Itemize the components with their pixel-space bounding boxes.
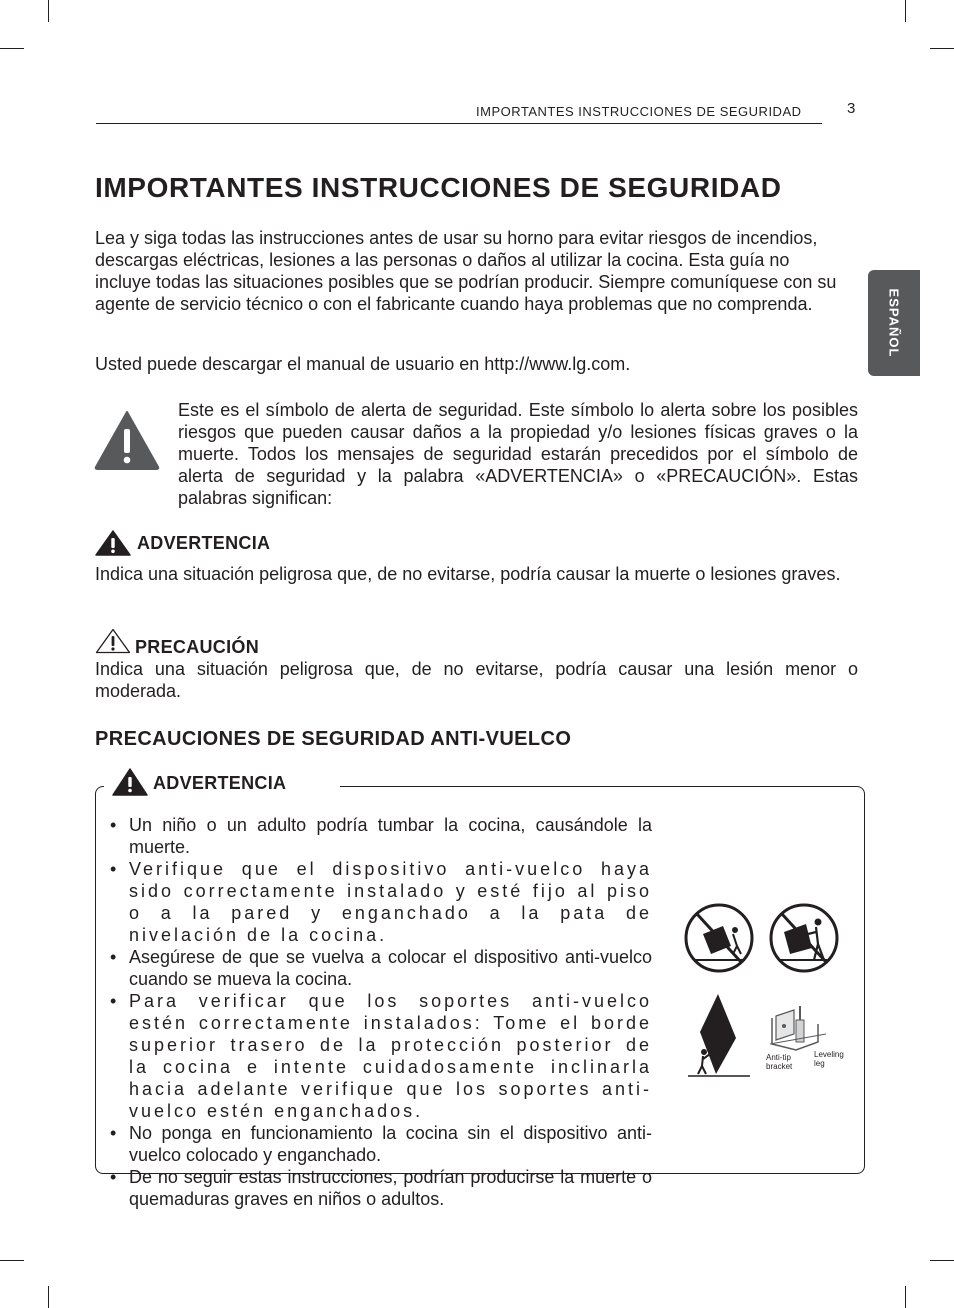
list-item: • Un niño o un adulto podría tumbar la cocina, causándole la muerte.: [104, 814, 652, 858]
no-adult-tipping-icon: [768, 902, 840, 974]
list-item: • Asegúrese de que se vuelva a colocar el dispositivo anti-vuelco cuando se mueva la cocina.: [104, 946, 652, 990]
crop-mark: [930, 1260, 954, 1261]
anti-tip-bullet-list: [104, 814, 652, 1210]
crop-mark: [0, 48, 24, 49]
crop-mark: [0, 1260, 24, 1261]
anti-tip-heading: PRECAUCIONES DE SEGURIDAD ANTI-VUELCO: [95, 728, 572, 750]
crop-mark: [48, 0, 49, 22]
leveling-leg-label: Leveling leg: [814, 1050, 844, 1068]
download-paragraph: Usted puede descargar el manual de usuario en http://www.lg.com.: [95, 354, 631, 374]
intro-paragraph: Lea y siga todas las instrucciones antes de usar su horno para evitar riesgos de incendios, descargas eléctricas, lesiones a las personas o daños al utilizar la cocina. Esta guía no incluye todas las situaciones posibles que se podrían producir. Siempre comuníquese con su agente de servicio técnico o con el fabricante cuando haya problemas que no comprenda.: [95, 228, 837, 314]
warning-icon: [112, 768, 148, 796]
warning-text: Indica una situación peligrosa que, de no evitarse, podría causar la muerte o lesiones graves.: [95, 564, 841, 584]
warning-icon: [95, 530, 131, 556]
safety-alert-icon: [94, 410, 160, 470]
page-title: IMPORTANTES INSTRUCCIONES DE SEGURIDAD: [95, 172, 782, 203]
warning-label: ADVERTENCIA: [137, 533, 271, 553]
crop-mark: [48, 1286, 49, 1308]
language-tab: [868, 270, 920, 376]
language-tab-label: ESPAÑOL: [886, 288, 902, 358]
anti-tip-bracket-illustration: [766, 1004, 838, 1054]
list-item: • No ponga en funcionamiento la cocina sin el dispositivo anti-vuelco colocado y enganchado.: [104, 1122, 652, 1166]
header-rule: [96, 123, 822, 124]
running-header: IMPORTANTES INSTRUCCIONES DE SEGURIDAD: [476, 104, 802, 119]
crop-mark: [905, 0, 906, 22]
list-item: • De no seguir estas instrucciones, podrían producirse la muerte o quemaduras graves en niños o adultos.: [104, 1166, 652, 1210]
no-child-tipping-icon: [683, 902, 755, 974]
crop-mark: [905, 1286, 906, 1308]
caution-label: PRECAUCIÓN: [135, 637, 260, 657]
page-number: 3: [847, 100, 856, 117]
list-item: • Para verificar que los soportes anti-vuelco estén correctamente instalados: Tome el borde superior trasero de la protección posterior de la cocina e intente cuidadosamente inclinarla hacia adelante verifique que los soportes anti-vuelco estén enganchados.: [104, 990, 652, 1122]
alert-symbol-text: Este es el símbolo de alerta de seguridad. Este símbolo lo alerta sobre los posibles riesgos que pueden causar daños a la propiedad y/o lesiones físicas graves o la muerte. Todos los mensajes de seguridad estarán precedidos por el símbolo de alerta de seguridad y la palabra «ADVERTENCIA» o «PRECAUCIÓN». Estas palabras significan:: [178, 400, 858, 508]
caution-icon: [95, 628, 131, 654]
box-warning-label: ADVERTENCIA: [153, 773, 287, 793]
anti-tip-bracket-label: Anti-tip bracket: [766, 1053, 793, 1071]
caution-text: Indica una situación peligrosa que, de no evitarse, podría causar una lesión menor o moderada.: [95, 659, 858, 701]
list-item: • Verifique que el dispositivo anti-vuelco haya sido correctamente instalado y esté fijo al piso o a la pared y enganchado a la pata de nivelación de la cocina.: [104, 858, 652, 946]
crop-mark: [930, 48, 954, 49]
tipping-range-illustration: [688, 992, 752, 1078]
